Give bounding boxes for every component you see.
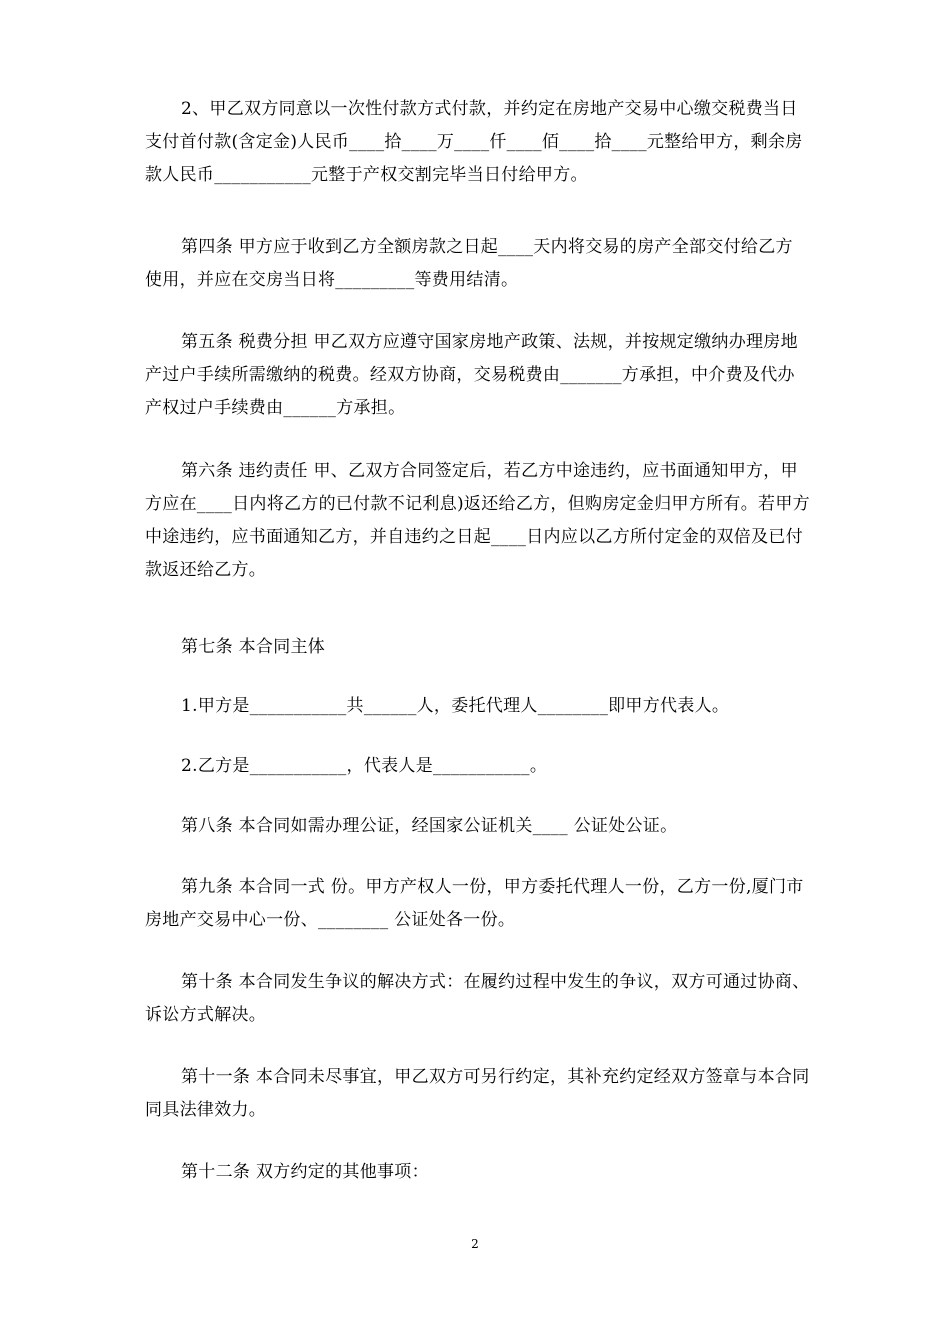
paragraph-article-7: 第七条 本合同主体	[181, 637, 326, 657]
paragraph-article-9: 第九条 本合同一式 份。甲方产权人一份，甲方委托代理人一份，乙方一份,厦门市房地产交易中心一份、________ 公证处各一份。	[145, 877, 804, 930]
paragraph-party-b: 2.乙方是___________，代表人是___________。	[181, 756, 548, 776]
paragraph-payment-terms: 2、甲乙双方同意以一次性付款方式付款，并约定在房地产交易中心缴交税费当日支付首付款(含定金)人民币____拾____万____仟____佰____拾____元整给甲方，剩余房款人民币___________元整于产权交割完毕当日付给甲方。	[145, 99, 803, 185]
paragraph-article-8: 第八条 本合同如需办理公证，经国家公证机关____ 公证处公证。	[181, 816, 678, 836]
paragraph-article-5: 第五条 税费分担 甲乙双方应遵守国家房地产政策、法规，并按规定缴纳办理房地产过户手续所需缴纳的税费。经双方协商，交易税费由_______方承担，中介费及代办产权过户手续费由______方承担。	[145, 332, 798, 418]
paragraph-article-6: 第六条 违约责任 甲、乙双方合同签定后，若乙方中途违约，应书面通知甲方，甲方应在____日内将乙方的已付款不记利息)返还给乙方，但购房定金归甲方所有。若甲方中途违约，应书面通知乙方，并自违约之日起____日内应以乙方所付定金的双倍及已付款返还给乙方。	[145, 461, 810, 580]
paragraph-article-4: 第四条 甲方应于收到乙方全额房款之日起____天内将交易的房产全部交付给乙方使用，并应在交房当日将_________等费用结清。	[145, 237, 793, 290]
paragraph-article-12: 第十二条 双方约定的其他事项：	[181, 1162, 429, 1182]
paragraph-article-11: 第十一条 本合同未尽事宜，甲乙双方可另行约定，其补充约定经双方签章与本合同同具法律效力。	[145, 1067, 810, 1120]
paragraph-party-a: 1.甲方是___________共______人，委托代理人________即甲方代表人。	[181, 696, 730, 716]
paragraph-article-10: 第十条 本合同发生争议的解决方式：在履约过程中发生的争议，双方可通过协商、诉讼方式解决。	[145, 972, 810, 1025]
page-number: 2	[471, 1237, 479, 1251]
